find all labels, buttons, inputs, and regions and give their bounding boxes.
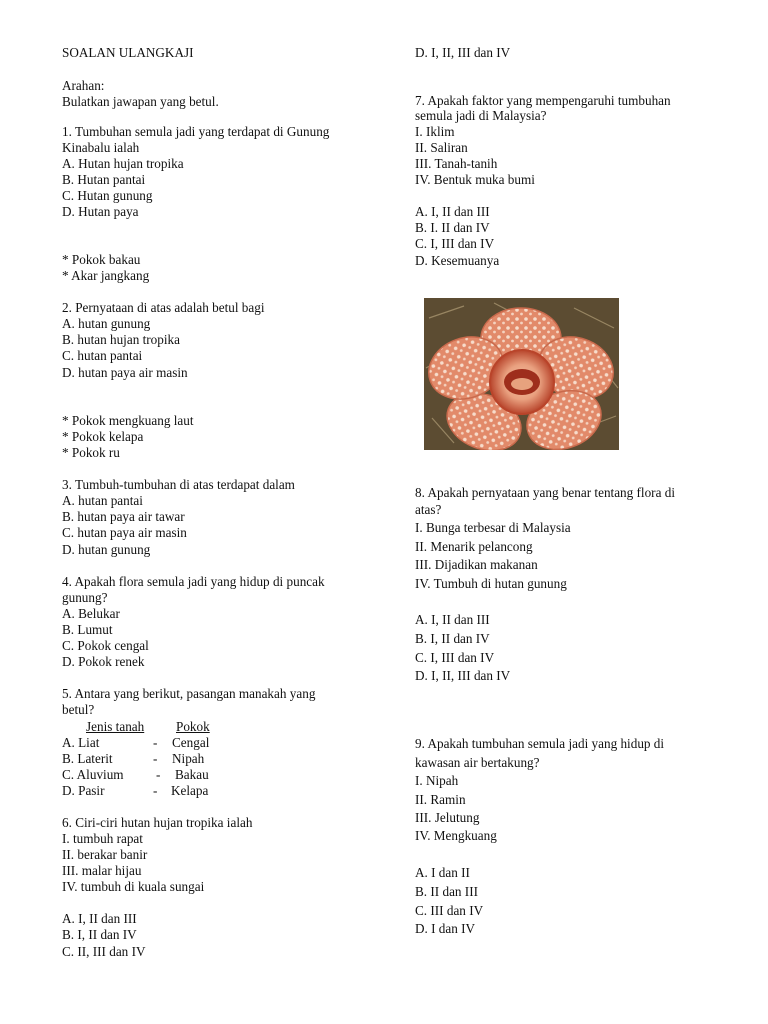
q5-option-c-soil: C. Aluvium xyxy=(62,767,124,782)
q9-option-a: A. I dan II xyxy=(415,865,470,880)
q5-option-dash: - xyxy=(156,767,161,782)
q9-stem: 9. Apakah tumbuhan semula jadi yang hidup di xyxy=(415,736,665,751)
q2-option-c: C. hutan pantai xyxy=(62,348,143,363)
rafflesia-flower-photo xyxy=(424,298,619,450)
q8-option-c: C. I, III dan IV xyxy=(415,650,495,665)
q4-stem: 4. Apakah flora semula jadi yang hidup di puncak xyxy=(62,574,325,589)
q7-option-b: B. I. II dan IV xyxy=(415,220,490,235)
stimulus-item: * Pokok mengkuang laut xyxy=(62,413,194,428)
q6-statement-ii: II. berakar banir xyxy=(62,847,148,862)
page-title: SOALAN ULANGKAJI xyxy=(62,45,194,60)
q2-stem: 2. Pernyataan di atas adalah betul bagi xyxy=(62,300,265,315)
q8-statement-iii: III. Dijadikan makanan xyxy=(415,557,538,572)
q7-statement-iv: IV. Bentuk muka bumi xyxy=(415,172,535,187)
q3-option-c: C. hutan paya air masin xyxy=(62,525,187,540)
q5-option-a-soil: A. Liat xyxy=(62,735,100,750)
q6-statement-iv: IV. tumbuh di kuala sungai xyxy=(62,879,205,894)
q6-statement-i: I. tumbuh rapat xyxy=(62,831,143,846)
q5-stem: 5. Antara yang berikut, pasangan manakah yang xyxy=(62,686,316,701)
q1-option-a: A. Hutan hujan tropika xyxy=(62,156,184,171)
q9-statement-ii: II. Ramin xyxy=(415,792,466,807)
q5-option-b-tree: Nipah xyxy=(172,751,205,766)
q5-option-dash: - xyxy=(153,735,158,750)
q6-option-a: A. I, II dan III xyxy=(62,911,137,926)
q5-option-a-tree: Cengal xyxy=(172,735,210,750)
q5-option-c-tree: Bakau xyxy=(175,767,209,782)
q3-stem: 3. Tumbuh-tumbuhan di atas terdapat dalam xyxy=(62,477,295,492)
q9-option-d: D. I dan IV xyxy=(415,921,476,936)
q9-statement-iv: IV. Mengkuang xyxy=(415,828,497,843)
stimulus-item: * Akar jangkang xyxy=(62,268,150,283)
q2-option-d: D. hutan paya air masin xyxy=(62,365,188,380)
q2-option-b: B. hutan hujan tropika xyxy=(62,332,180,347)
q7-statement-iii: III. Tanah-tanih xyxy=(415,156,498,171)
q9-statement-iii: III. Jelutung xyxy=(415,810,480,825)
q1-option-c: C. Hutan gunung xyxy=(62,188,153,203)
q7-stem: 7. Apakah faktor yang mempengaruhi tumbuhan xyxy=(415,93,671,108)
q7-option-a: A. I, II dan III xyxy=(415,204,490,219)
q6-option-d: D. I, II, III dan IV xyxy=(415,45,511,60)
q6-statement-iii: III. malar hijau xyxy=(62,863,142,878)
q6-option-b: B. I, II dan IV xyxy=(62,927,137,942)
q8-stem-cont: atas? xyxy=(415,502,442,517)
q4-option-d: D. Pokok renek xyxy=(62,654,145,669)
q5-option-d-soil: D. Pasir xyxy=(62,783,105,798)
q7-stem-cont: semula jadi di Malaysia? xyxy=(415,108,547,123)
q7-statement-i: I. Iklim xyxy=(415,124,455,139)
q8-statement-ii: II. Menarik pelancong xyxy=(415,539,533,554)
q6-option-c: C. II, III dan IV xyxy=(62,944,146,959)
stimulus-item: * Pokok ru xyxy=(62,445,120,460)
q7-option-c: C. I, III dan IV xyxy=(415,236,495,251)
stimulus-item: * Pokok bakau xyxy=(62,252,141,267)
q5-column-header-tree: Pokok xyxy=(176,719,210,734)
q9-statement-i: I. Nipah xyxy=(415,773,459,788)
q8-statement-iv: IV. Tumbuh di hutan gunung xyxy=(415,576,567,591)
q5-option-dash: - xyxy=(153,783,158,798)
q4-option-a: A. Belukar xyxy=(62,606,120,621)
q5-column-header-soil: Jenis tanah xyxy=(86,719,145,734)
q6-stem: 6. Ciri-ciri hutan hujan tropika ialah xyxy=(62,815,253,830)
q1-stem: 1. Tumbuhan semula jadi yang terdapat di Gunung xyxy=(62,124,330,139)
q9-option-c: C. III dan IV xyxy=(415,903,484,918)
q9-stem-cont: kawasan air bertakung? xyxy=(415,755,540,770)
stimulus-item: * Pokok kelapa xyxy=(62,429,144,444)
q5-option-dash: - xyxy=(153,751,158,766)
q4-option-c: C. Pokok cengal xyxy=(62,638,149,653)
q8-statement-i: I. Bunga terbesar di Malaysia xyxy=(415,520,571,535)
q4-option-b: B. Lumut xyxy=(62,622,113,637)
q8-option-d: D. I, II, III dan IV xyxy=(415,668,511,683)
q1-stem-cont: Kinabalu ialah xyxy=(62,140,140,155)
instructions-label: Arahan: xyxy=(62,78,105,93)
q3-option-a: A. hutan pantai xyxy=(62,493,143,508)
q3-option-d: D. hutan gunung xyxy=(62,542,151,557)
q2-option-a: A. hutan gunung xyxy=(62,316,151,331)
q8-stem: 8. Apakah pernyataan yang benar tentang flora di xyxy=(415,485,675,500)
q9-option-b: B. II dan III xyxy=(415,884,478,899)
q3-option-b: B. hutan paya air tawar xyxy=(62,509,185,524)
instructions-text: Bulatkan jawapan yang betul. xyxy=(62,94,219,109)
q4-stem-cont: gunung? xyxy=(62,590,108,605)
q1-option-b: B. Hutan pantai xyxy=(62,172,146,187)
q8-option-a: A. I, II dan III xyxy=(415,612,490,627)
q5-stem-cont: betul? xyxy=(62,702,95,717)
q5-option-d-tree: Kelapa xyxy=(171,783,209,798)
q8-option-b: B. I, II dan IV xyxy=(415,631,490,646)
flower-disk xyxy=(511,378,533,390)
q7-statement-ii: II. Saliran xyxy=(415,140,468,155)
q1-option-d: D. Hutan paya xyxy=(62,204,139,219)
q5-option-b-soil: B. Laterit xyxy=(62,751,113,766)
q7-option-d: D. Kesemuanya xyxy=(415,253,500,268)
